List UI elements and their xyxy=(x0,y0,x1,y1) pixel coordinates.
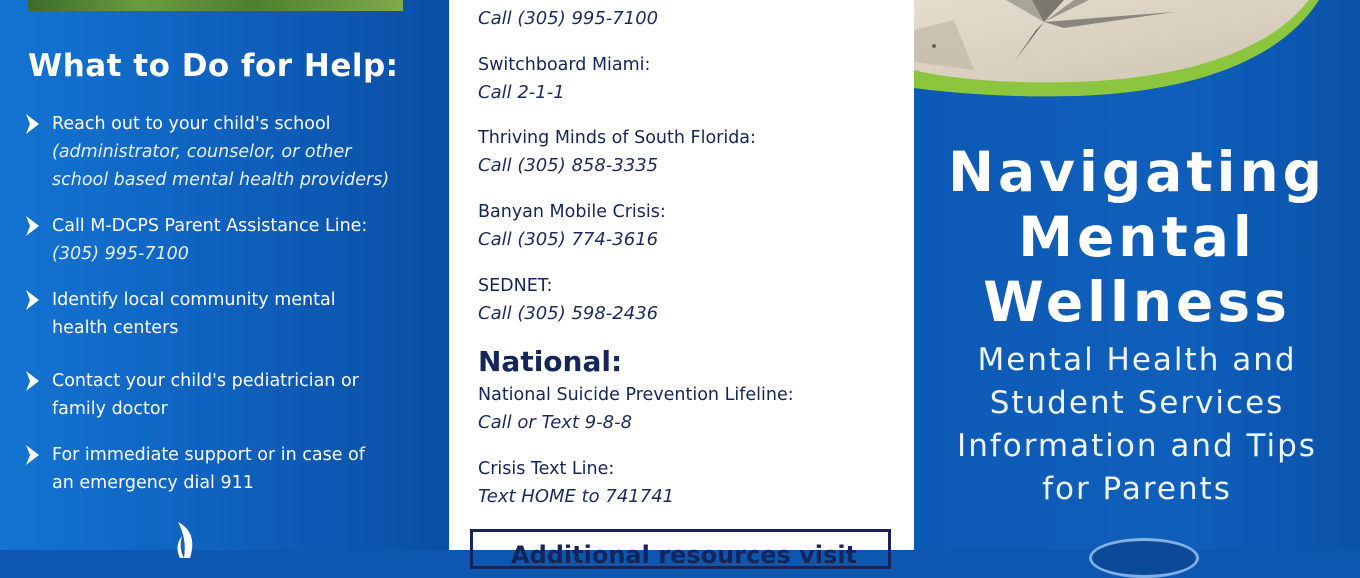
title-line: Wellness xyxy=(983,270,1291,334)
grass-photo-strip xyxy=(28,0,403,11)
leaf-logo-icon xyxy=(170,518,204,558)
help-item-text: health centers xyxy=(52,318,179,338)
district-seal xyxy=(1089,538,1199,578)
help-item-text: For immediate support or in case of xyxy=(52,445,365,465)
contact-phone: Call (305) 858-3335 xyxy=(478,155,659,176)
help-item-text: Contact your child's pediatrician or xyxy=(52,371,359,391)
right-panel xyxy=(914,0,1360,550)
contact-thriving-minds xyxy=(478,124,756,180)
additional-resources-label: Additional resources visit xyxy=(511,541,858,569)
contact-switchboard xyxy=(478,51,650,107)
title-line: Mental xyxy=(1018,205,1256,269)
left-panel xyxy=(0,0,449,550)
subtitle-line: for Parents xyxy=(1042,471,1232,507)
help-item-text: Reach out to your child's school xyxy=(52,114,331,134)
chevron-right-icon xyxy=(24,445,40,465)
chevron-right-icon xyxy=(24,371,40,391)
contact-name: Banyan Mobile Crisis: xyxy=(478,202,666,222)
subtitle-line: Information and Tips xyxy=(957,428,1317,464)
middle-panel xyxy=(449,0,914,569)
help-item-note: (administrator, counselor, or other xyxy=(52,142,352,162)
contact-phone: Call (305) 598-2436 xyxy=(478,303,659,324)
help-item-text: family doctor xyxy=(52,399,168,419)
chevron-right-icon xyxy=(24,114,40,134)
contact-sednet xyxy=(478,272,658,328)
contact-name: Switchboard Miami: xyxy=(478,55,651,75)
chevron-right-icon xyxy=(24,290,40,310)
contact-crisis-text xyxy=(478,455,674,511)
help-item-note: school based mental health providers) xyxy=(52,170,390,190)
subtitle-line: Student Services xyxy=(989,385,1285,421)
compass-image xyxy=(914,0,1360,110)
additional-resources-box xyxy=(470,529,891,569)
contact-phone: Call (305) 774-3616 xyxy=(478,229,659,250)
help-heading: What to Do for Help: xyxy=(28,48,399,84)
contact-name: Thriving Minds of South Florida: xyxy=(478,128,756,148)
help-item-text: Call M-DCPS Parent Assistance Line: xyxy=(52,216,368,236)
contact-phone: Text HOME to 741741 xyxy=(478,486,675,507)
help-item-phone: (305) 995-7100 xyxy=(52,244,189,264)
subtitle-line: Mental Health and xyxy=(977,342,1297,378)
title-line: Navigating xyxy=(947,140,1326,204)
contact-phone: Call or Text 9-8-8 xyxy=(478,412,633,433)
contact-name: SEDNET: xyxy=(478,276,553,296)
contact-name: National Suicide Prevention Lifeline: xyxy=(478,385,794,405)
national-heading: National: xyxy=(478,345,623,378)
help-item-text: Identify local community mental xyxy=(52,290,336,310)
contact-name: Crisis Text Line: xyxy=(478,459,615,479)
contact-top xyxy=(478,5,658,33)
contact-phone: Call 2-1-1 xyxy=(478,82,565,103)
chevron-right-icon xyxy=(24,216,40,236)
help-item-text: an emergency dial 911 xyxy=(52,473,254,493)
contact-banyan xyxy=(478,198,666,254)
contact-lifeline xyxy=(478,381,794,437)
contact-phone: Call (305) 995-7100 xyxy=(478,8,659,29)
compass-face xyxy=(914,0,1309,82)
